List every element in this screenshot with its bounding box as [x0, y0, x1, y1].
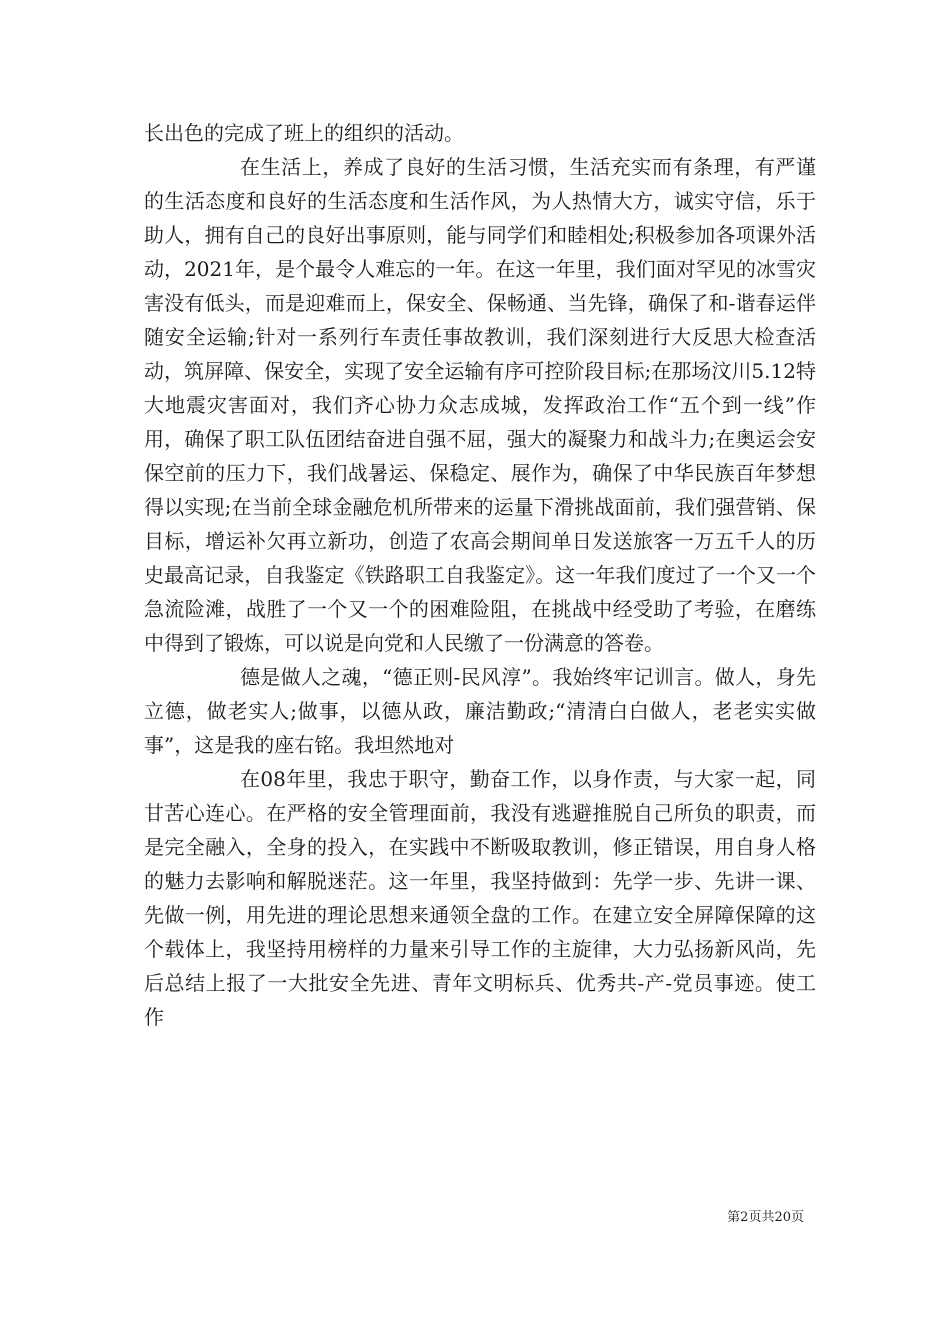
paragraph-3: 德是做人之魂，“德正则-民风淳”。我始终牢记训言。做人，身先立德，做老实人;做事，以德从政，廉洁勤政;“清清白白做人，老老实实做事”，这是我的座右铭。我坦然地对	[144, 665, 816, 757]
page-number-footer: 第2页共20页	[727, 1210, 804, 1225]
paragraph-4: 在08年里，我忠于职守，勤奋工作，以身作责，与大家一起，同甘苦心连心。在严格的安全管理面前，我没有逃避推脱自己所负的职责，而是完全融入，全身的投入，在实践中不断吸取教训，修正错误，用自身人格的魅力去影响和解脱迷茫。这一年里，我坚持做到：先学一步、先讲一课、先做一例，用先进的理论思想来通领全盘的工作。在建立安全屏障保障的这个载体上，我坚持用榜样的力量来引导工作的主旋律，大力弘扬新风尚，先后总结上报了一大批安全先进、青年文明标兵、优秀共-产-党员事迹。使工作	[144, 767, 816, 1029]
document-body	[144, 116, 816, 1034]
paragraph-2: 在生活上，养成了良好的生活习惯，生活充实而有条理，有严谨的生活态度和良好的生活态度和生活作风，为人热情大方，诚实守信，乐于助人，拥有自己的良好出事原则，能与同学们和睦相处;积极参加各项课外活动，2021年，是个最令人难忘的一年。在这一年里，我们面对罕见的冰雪灾害没有低头，而是迎难而上，保安全、保畅通、当先锋，确保了和-谐春运伴随安全运输;针对一系列行车责任事故教训，我们深刻进行大反思大检查活动，筑屏障、保安全，实现了安全运输有序可控阶段目标;在那场汶川5.12特大地震灾害面对，我们齐心协力众志成城，发挥政治工作“五个到一线”作用，确保了职工队伍团结奋进自强不屈，强大的凝聚力和战斗力;在奥运会安保空前的压力下，我们战暑运、保稳定、展作为，确保了中华民族百年梦想得以实现;在当前全球金融危机所带来的运量下滑挑战面前，我们强营销、保目标，增运补欠再立新功，创造了农高会期间单日发送旅客一万五千人的历史最高记录，自我鉴定《铁路职工自我鉴定》。这一年我们度过了一个又一个急流险滩，战胜了一个又一个的困难险阻，在挑战中经受助了考验，在磨练中得到了锻炼，可以说是向党和人民缴了一份满意的答卷。	[144, 155, 816, 655]
paragraph-1: 长出色的完成了班上的组织的活动。	[144, 121, 464, 145]
